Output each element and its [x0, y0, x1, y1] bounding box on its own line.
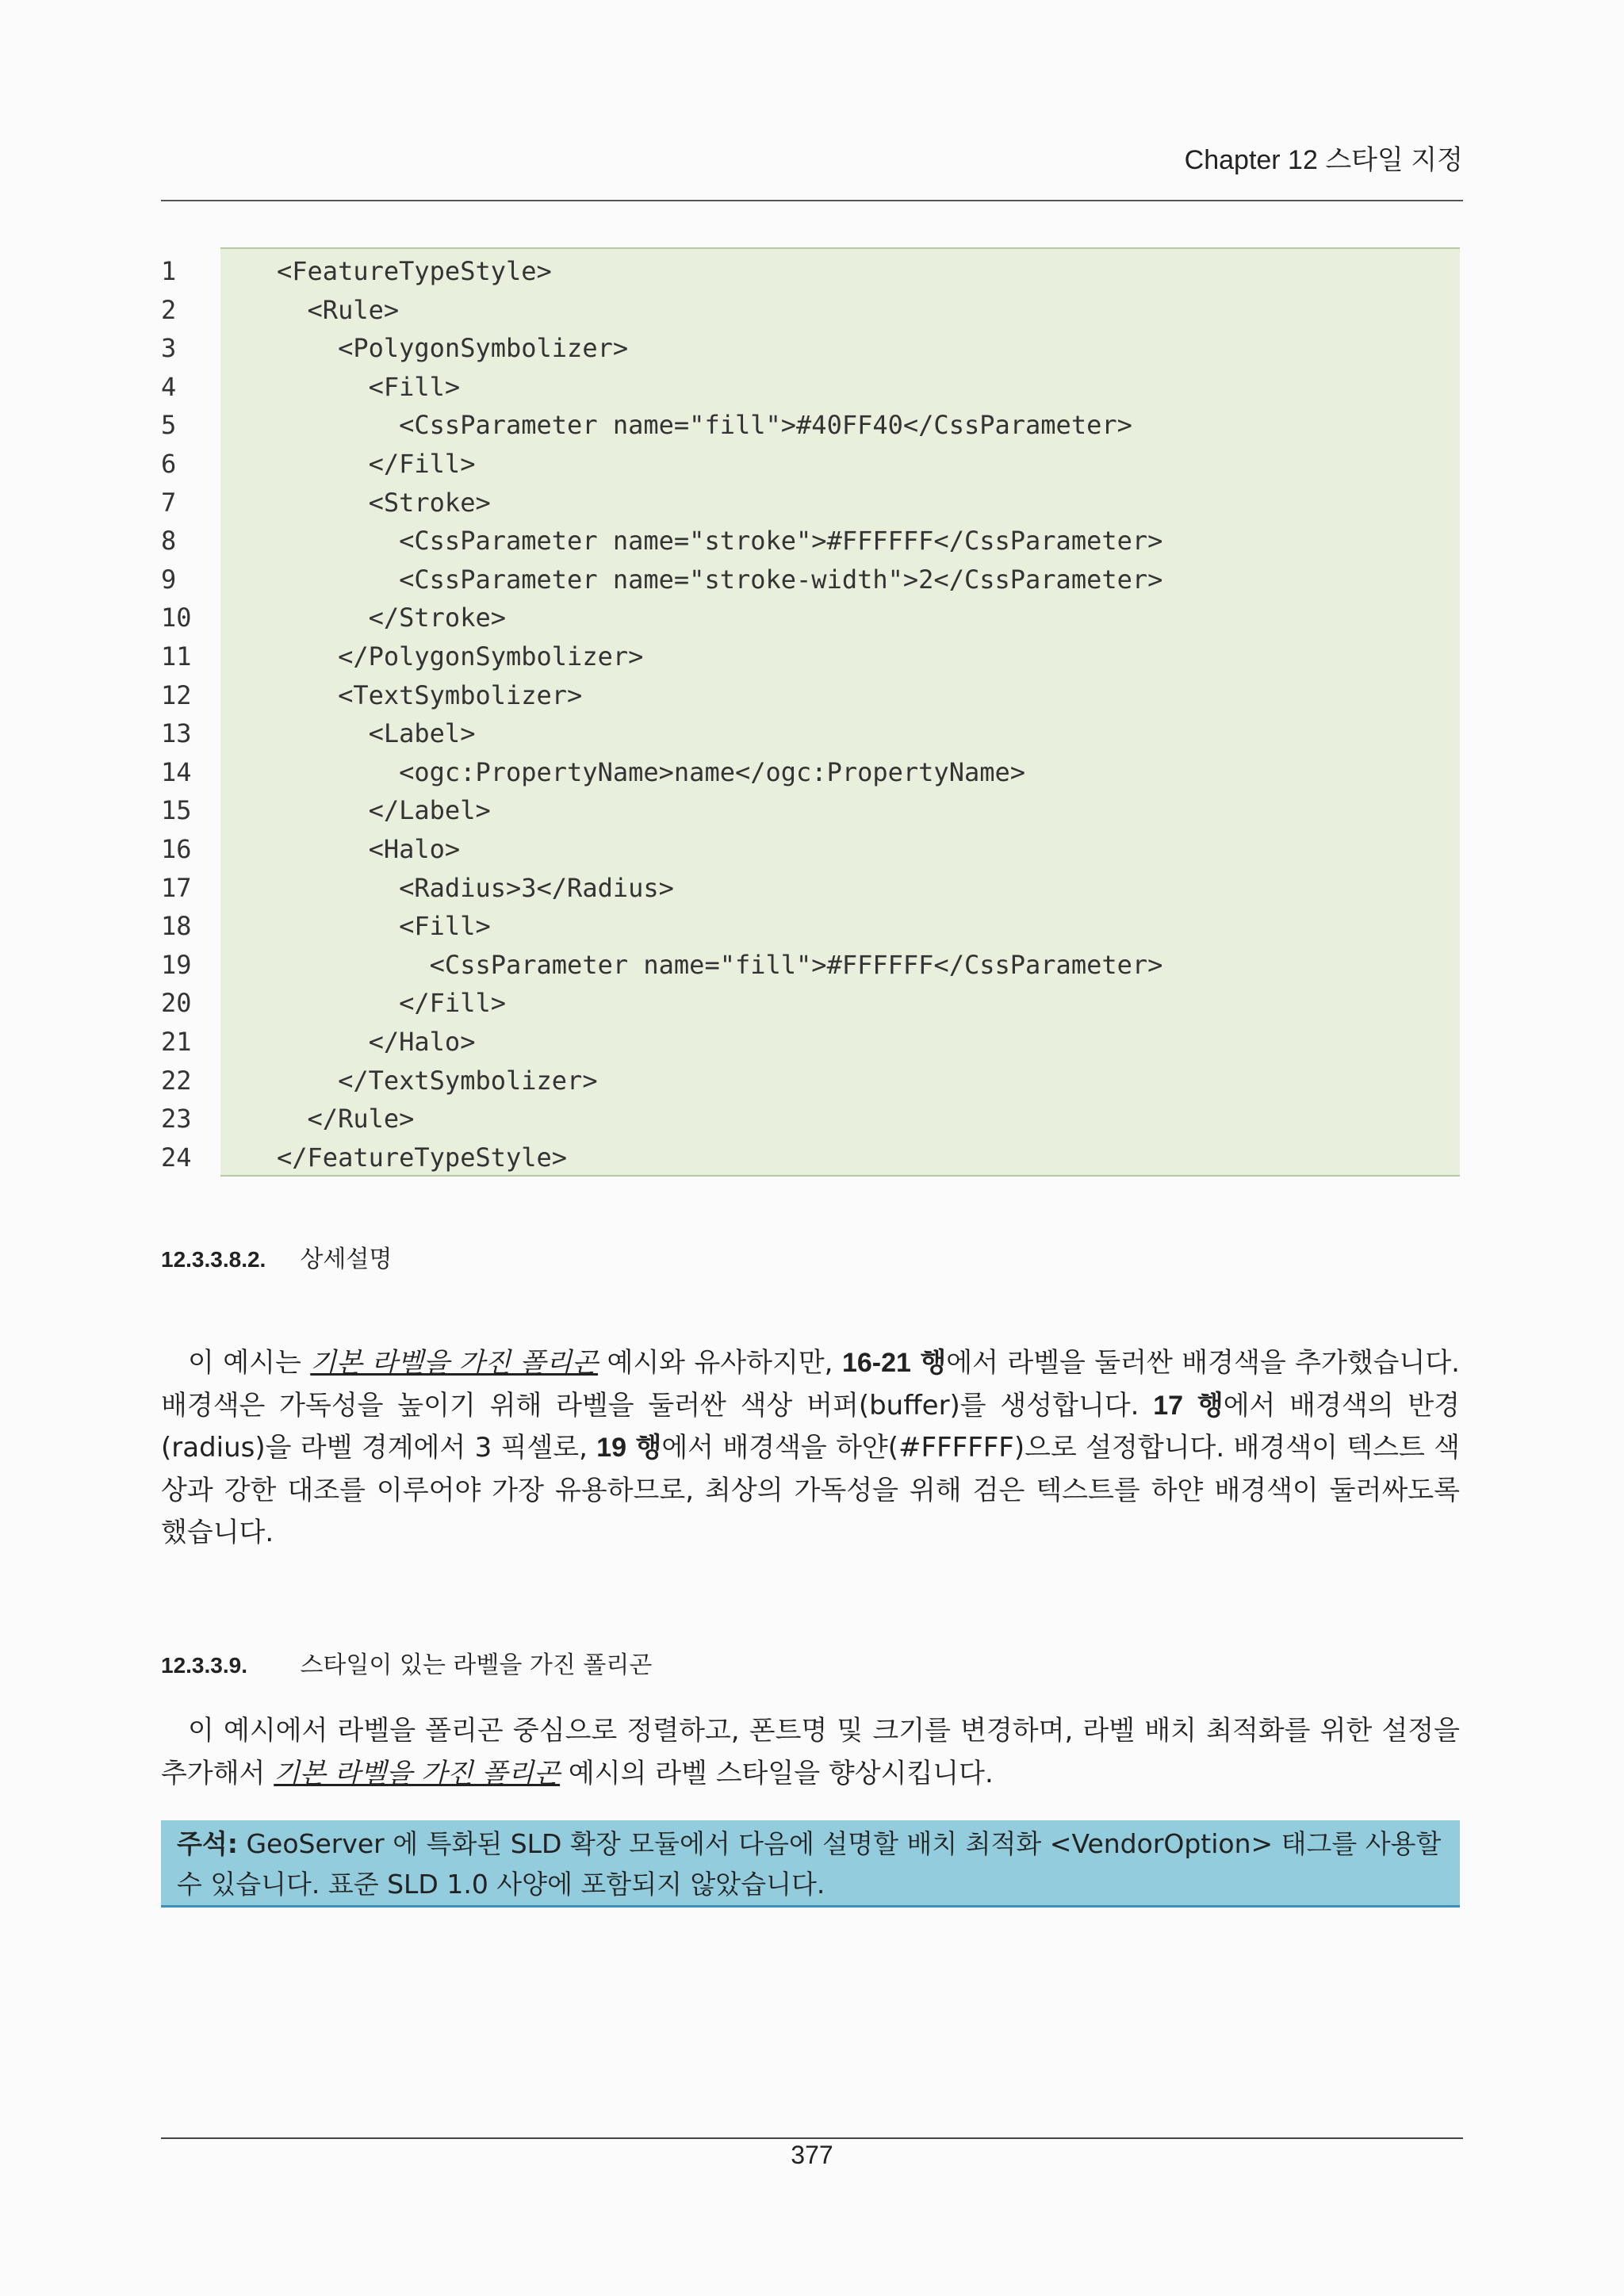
line-number: 21 — [161, 1027, 192, 1057]
line-number: 6 — [161, 449, 177, 479]
line-number: 16 — [161, 834, 192, 864]
code-line — [161, 791, 1460, 830]
code-line — [161, 714, 1460, 753]
code-line — [161, 484, 1460, 522]
line-number: 18 — [161, 911, 192, 942]
code-text: <Rule> — [277, 294, 400, 325]
code-line — [161, 907, 1460, 946]
code-line — [161, 676, 1460, 715]
code-line — [161, 830, 1460, 869]
code-line — [161, 1023, 1460, 1062]
code-text: <Stroke> — [277, 487, 491, 518]
code-text: </Rule> — [277, 1104, 415, 1135]
code-text: </Stroke> — [277, 603, 506, 633]
code-text: <CssParameter name="fill">#FFFFFF</CssParameter> — [277, 949, 1163, 980]
code-line — [161, 522, 1460, 561]
code-line — [161, 1100, 1460, 1138]
example-link[interactable]: 기본 라벨을 가진 폴리곤 — [310, 1347, 599, 1379]
line-number: 10 — [161, 603, 192, 633]
line-number: 11 — [161, 641, 192, 672]
code-text: <Radius>3</Radius> — [277, 872, 674, 903]
detail-paragraph: 이 예시는 기본 라벨을 가진 폴리곤 예시와 유사하지만, 16-21 행에서 라벨을 둘러싼 배경색을 추가했습니다. 배경색은 가독성을 높이기 위해 라벨을 둘러싼 색상 버퍼(buffer)를 생성합니다. 17 행에서 배경색의 반경(radius)을 라벨 경계에서 3 픽셀로, 19 행에서 배경색을 하얀(#FFFFFF)으로 설정합니다. 배경색이 텍스트 색상과 강한 대조를 이루어야 가장 유용하므로, 최상의 가독성을 위해 검은 텍스트를 하얀 배경색이 둘러싸도록 했습니다. — [161, 1347, 1461, 1548]
code-text: </TextSymbolizer> — [277, 1065, 598, 1096]
line-number: 13 — [161, 718, 192, 749]
line-number: 14 — [161, 756, 192, 787]
code-text: <ogc:PropertyName>name</ogc:PropertyName> — [277, 756, 1026, 787]
code-text: <FeatureTypeStyle> — [277, 256, 552, 286]
code-text: <Label> — [277, 718, 476, 749]
code-line — [161, 445, 1460, 484]
line-number: 9 — [161, 564, 177, 595]
footer-divider — [161, 2137, 1463, 2139]
code-text: <CssParameter name="stroke">#FFFFFF</CssParameter> — [277, 526, 1163, 557]
code-text: <CssParameter name="fill">#40FF40</CssParameter> — [277, 410, 1132, 441]
code-line — [161, 329, 1460, 368]
styled-label-paragraph: 이 예시에서 라벨을 폴리곤 중심으로 정렬하고, 폰트명 및 크기를 변경하며, 라벨 배치 최적화를 위한 설정을 추가해서 기본 라벨을 가진 폴리곤 예시의 라벨 스타일을 향상시킵니다. — [161, 1715, 1460, 1789]
code-line — [161, 1138, 1460, 1177]
section-number: 12.3.3.9. — [161, 1653, 247, 1678]
code-text: <Fill> — [277, 371, 461, 402]
code-line — [161, 291, 1460, 330]
note-label: 주석: — [177, 1828, 238, 1859]
note-box — [161, 1820, 1460, 1908]
line-number: 7 — [161, 487, 177, 518]
section-title: 상세설명 — [300, 1246, 393, 1273]
code-text: </Halo> — [277, 1027, 476, 1057]
line-number: 8 — [161, 526, 177, 557]
line-number: 1 — [161, 256, 177, 286]
code-block — [161, 247, 1460, 1177]
code-text: </Fill> — [277, 988, 506, 1019]
page-number: 377 — [791, 2141, 833, 2169]
line-number: 12 — [161, 679, 192, 710]
code-text: </Fill> — [277, 449, 476, 479]
code-line — [161, 599, 1460, 637]
line-number: 22 — [161, 1065, 192, 1096]
line-number: 2 — [161, 294, 177, 325]
line-number: 3 — [161, 333, 177, 364]
code-text: </PolygonSymbolizer> — [277, 641, 644, 672]
line-number: 4 — [161, 371, 177, 402]
code-text: <PolygonSymbolizer> — [277, 333, 629, 364]
code-line — [161, 984, 1460, 1023]
section-title: 스타일이 있는 라벨을 가진 폴리곤 — [300, 1651, 653, 1679]
code-line — [161, 1062, 1460, 1100]
code-text: </FeatureTypeStyle> — [277, 1142, 568, 1173]
line-number: 20 — [161, 988, 192, 1019]
code-line — [161, 637, 1460, 676]
code-text: <CssParameter name="stroke-width">2</CssParameter> — [277, 564, 1163, 595]
code-line — [161, 368, 1460, 407]
code-line — [161, 869, 1460, 908]
line-number: 23 — [161, 1104, 192, 1135]
chapter-title: Chapter 12 스타일 지정 — [1184, 145, 1463, 175]
section-heading-styled-label — [161, 1645, 652, 1680]
section-heading-detail — [161, 1239, 392, 1274]
code-line — [161, 946, 1460, 985]
line-number: 17 — [161, 872, 192, 903]
code-text: <Halo> — [277, 834, 461, 864]
code-line — [161, 561, 1460, 599]
code-line — [161, 252, 1460, 291]
code-line — [161, 406, 1460, 445]
section-number: 12.3.3.8.2. — [161, 1247, 266, 1272]
example-link[interactable]: 기본 라벨을 가진 폴리곤 — [274, 1757, 561, 1789]
code-text: </Label> — [277, 795, 491, 826]
code-line — [161, 753, 1460, 792]
code-text: <TextSymbolizer> — [277, 679, 583, 710]
line-number: 24 — [161, 1142, 192, 1173]
line-number: 15 — [161, 795, 192, 826]
page-header — [161, 127, 1463, 201]
code-lines — [161, 247, 1460, 1177]
code-text: <Fill> — [277, 911, 491, 942]
line-number: 5 — [161, 410, 177, 441]
note-text: GeoServer 에 특화된 SLD 확장 모듈에서 다음에 설명할 배치 최적화 <VendorOption> 태그를 사용할 수 있습니다. 표준 SLD 1.0 사양에 포함되지 않았습니다. — [177, 1828, 1442, 1900]
line-number: 19 — [161, 949, 192, 980]
